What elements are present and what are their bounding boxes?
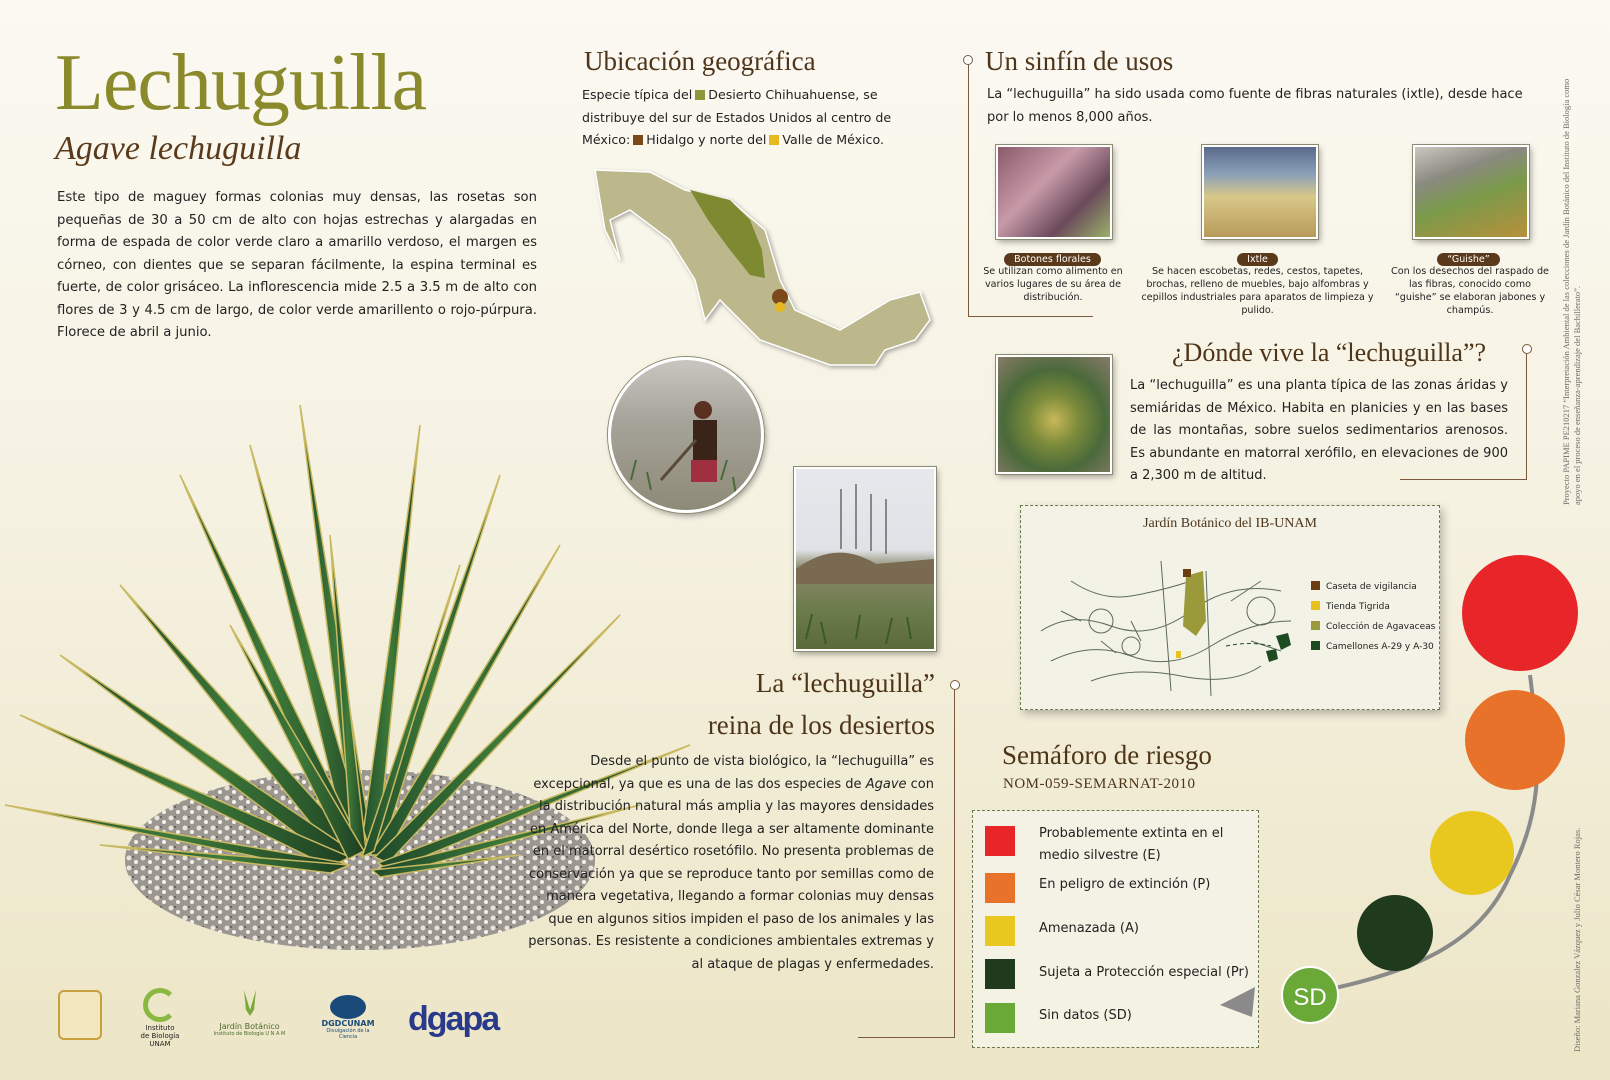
credits-diseno: Diseño: Mariana Gonzalez Vázquez y Julio César Montero Rojas. — [1572, 827, 1582, 1052]
label-pr: Sujeta a Protección especial (Pr) — [1039, 965, 1249, 980]
reina-text-b: con la distribución natural más amplia y las mayores densidades en América del Norte, donde llega a ser altamente dominante en el matorral desértico rosetófilo. No presenta problemas de conservación ya que se reproduce tanto por semillas como de manera vegetativa, llegando a formar colonias muy densas que en algunos sitios impiden el paso de los animales y las personas. Es resistente a condiciones ambientales extremas y al ataque de plagas y enfermedades. — [528, 776, 934, 972]
poster-title: Lechuguilla — [55, 39, 427, 127]
landscape-photo — [794, 467, 936, 651]
guishe-caption: Con los desechos del raspado de las fibras, conocido como “guishe” se elaboran jabones y champús. — [1391, 266, 1549, 316]
ubicacion-text — [582, 84, 942, 152]
ubicacion-text-4: Valle de México. — [782, 132, 884, 147]
reina-line — [954, 690, 955, 1038]
label-sd: Sin datos (SD) — [1039, 1008, 1132, 1023]
ubicacion-title: Ubicación geográfica — [584, 46, 816, 76]
ubicacion-text-1: Especie típica del — [582, 87, 693, 102]
botones-label-wrap — [980, 247, 1125, 266]
circle-sd-label: SD — [1293, 984, 1327, 1011]
dgapa-logo: dgapa — [408, 1000, 499, 1038]
ixtle-label: Ixtle — [1237, 253, 1278, 266]
legend-camellones: Camellones A-29 y A-30 — [1311, 641, 1434, 652]
ubicacion-text-3: Hidalgo y norte del — [646, 132, 767, 147]
swatch-e — [985, 826, 1015, 856]
semaforo-circles — [1210, 555, 1590, 1055]
donde-title: ¿Dónde vive la “lechuguilla”? — [1172, 338, 1487, 367]
reina-text-a: Desde el punto de vista biológico, la “lechuguilla” es excepcional, ya que es una de las dos especies de — [533, 754, 934, 792]
usos-dot — [963, 55, 973, 65]
valle-swatch — [769, 135, 779, 145]
circle-a — [1430, 811, 1514, 895]
ixtle-photo — [1202, 145, 1318, 239]
donde-line — [1526, 354, 1527, 479]
ib-logo-text: Instituto de Biología UNAM — [140, 1024, 180, 1048]
dgdc-logo — [318, 995, 378, 1040]
usos-line — [968, 60, 969, 317]
botones-label: Botones florales — [1004, 253, 1101, 266]
scientific-name: Agave lechuguilla — [55, 130, 302, 167]
ib-logo — [140, 988, 180, 1048]
jardin-title: Jardín Botánico del IB-UNAM — [1143, 516, 1317, 531]
label-e: Probablemente extinta en el medio silvestre (E) — [1039, 826, 1224, 863]
ixtle-label-wrap — [1185, 247, 1330, 266]
desierto-swatch — [695, 90, 705, 100]
credits-proyecto: Proyecto PAPIME PE210217 “Interpretación Ambiental de las colecciones de Jardín Botánico del Instituto de Biología como apoyo en el proceso de enseñanza-aprendizaje del Bachillerato”. — [1561, 78, 1582, 505]
circle-pr — [1357, 895, 1433, 971]
legend-caseta: Caseta de vigilancia — [1311, 581, 1417, 592]
donde-photo — [996, 355, 1112, 474]
reina-line-bottom — [858, 1037, 955, 1038]
semaforo-subtitle: NOM-059-SEMARNAT-2010 — [1003, 776, 1196, 792]
donde-dot — [1522, 344, 1532, 354]
woman-photo — [608, 357, 764, 513]
swatch-sd — [985, 1003, 1015, 1033]
dgdc-sub: Divulgación de la Ciencia — [326, 1028, 370, 1040]
guishe-label-wrap — [1396, 247, 1541, 266]
moon-icon — [143, 988, 177, 1022]
donde-text: La “lechuguilla” es una planta típica de las zonas áridas y semiáridas de México. Habita en planicies y en las bases de las montañas, sobre suelos sedimentarios arenosos. Es abundante en matorral xerófilo, en elevaciones de 900 a 2,300 m de altitud. — [1130, 378, 1508, 483]
circle-e — [1462, 555, 1578, 671]
jardin-logo-text: Jardín Botánico — [219, 1022, 280, 1031]
jardin-logo-sub: Instituto de Biología U N A M — [213, 1031, 286, 1037]
usos-intro: La “lechuguilla” ha sido usada como fuente de fibras naturales (ixtle), desde hace por lo menos 8,000 años. — [987, 87, 1523, 125]
jardin-logo — [212, 988, 287, 1037]
label-a: Amenazada (A) — [1039, 921, 1139, 936]
legend-tienda: Tienda Tigrida — [1311, 601, 1390, 612]
mexico-map — [590, 160, 940, 375]
swatch-p — [985, 873, 1015, 903]
reina-title-2: reina de los desiertos — [707, 710, 935, 740]
botones-caption: Se utilizan como alimento en varios lugares de su área de distribución. — [983, 266, 1123, 303]
botones-photo — [996, 145, 1112, 239]
dgdc-icon — [330, 995, 366, 1019]
semaforo-title: Semáforo de riesgo — [1002, 740, 1212, 770]
guishe-photo — [1413, 145, 1529, 239]
swatch-a — [985, 916, 1015, 946]
unam-seal-icon — [58, 990, 102, 1040]
ubicacion-text-2: Desierto Chihuahuense, se distribuye del sur de Estados Unidos al centro de México: — [582, 87, 892, 147]
dgdc-text: DGDCUNAM — [321, 1019, 375, 1028]
hidalgo-swatch — [633, 135, 643, 145]
reina-text — [526, 751, 934, 976]
swatch-pr — [985, 959, 1015, 989]
agave-logo-icon — [232, 988, 268, 1018]
reina-text-italic: Agave — [865, 776, 907, 792]
legend-agavaceas: Colección de Agavaceas — [1311, 621, 1435, 632]
usos-title: Un sinfín de usos — [985, 46, 1174, 76]
circle-p — [1465, 690, 1565, 790]
reina-title-1: La “lechuguilla” — [755, 668, 935, 698]
guishe-label: “Guishe” — [1437, 253, 1499, 266]
ixtle-caption: Se hacen escobetas, redes, cestos, tapetes, brochas, relleno de muebles, bajo alfombras y cepillos industriales para aparatos de limpieza y pulido. — [1141, 266, 1374, 316]
intro-paragraph: Este tipo de maguey formas colonias muy densas, las rosetas son pequeñas de 30 a 50 cm de alto con hojas estrechas y alargadas en forma de espada de color verde claro a amarillo verdoso, el margen es córneo, con dientes que se separan fácilmente, la espina terminal es fuerte, de color grisáceo. La inflorescencia mide 2.5 a 3.5 m de alto con flores de 3 y 4.5 cm de largo, de color verde amarillento o rojo-púrpura. Florece de abril a junio. — [57, 190, 537, 340]
label-p: En peligro de extinción (P) — [1039, 877, 1211, 892]
reina-dot — [950, 680, 960, 690]
usos-line-bottom — [968, 316, 1093, 317]
